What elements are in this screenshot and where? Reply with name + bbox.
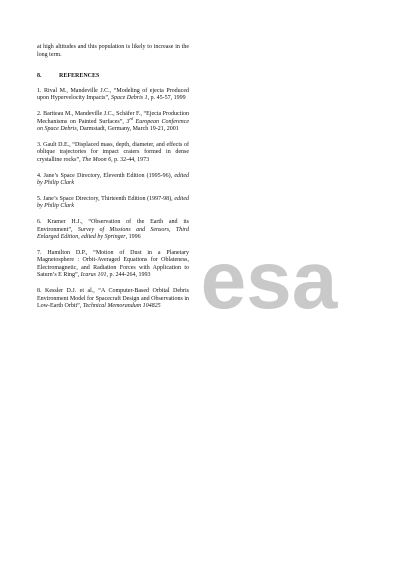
reference-item [37, 142, 189, 165]
reference-source: Space Debris 1 [110, 95, 148, 102]
reference-source: Survey of Missions and Sensors, Third Enlarged Edition, edited by Springer [37, 226, 189, 241]
reference-item [37, 111, 189, 134]
section-title: REFERENCES [59, 73, 100, 80]
reference-text: 7. Hamilton D.P., “Motion of Dust in a Planetary Magnetosphere : Orbit-Averaged Equations for Oblateness, Electromagnetic, and Radiation Forces with Application to Saturn’s E Ring”, [37, 249, 189, 279]
esa-logo-watermark [174, 238, 364, 328]
reference-source: Icarus 101 [80, 272, 107, 279]
reference-details: , p. 45-57, 1999 [147, 95, 186, 102]
reference-text: 3. Gault D.E., “Displaced mass, depth, diameter, and effects of oblique trajectories for impact craters formed in dense crystalline rocks”, [37, 141, 189, 163]
esa-logo-text: esa [200, 238, 338, 326]
reference-text: 1. Rival M., Mandeville J.C., “Modeling of ejecta Produced upon Hypervelocity Impacts”, [37, 87, 189, 102]
reference-details: , Darmstadt, Germany, March 19-21, 2001 [76, 126, 179, 133]
reference-superscript: rd [129, 115, 133, 121]
reference-text: 2. Bariteau M., Mandeville J.C., Schäfer F., “Ejecta Production Mechanisms on Painted Surfaces”, [37, 110, 189, 125]
intro-paragraph: at high altitudes and this population is likely to increase in the long term. [37, 44, 189, 58]
reference-item [37, 88, 189, 103]
section-heading [37, 73, 189, 81]
reference-item [37, 173, 189, 188]
reference-source: 3 [126, 118, 130, 125]
reference-source: The Moon 6 [82, 156, 112, 163]
reference-text: 4. Jane’s Space Directory, Eleventh Edition (1995-96), [37, 172, 175, 179]
reference-source: edited by Philip Clark [37, 172, 189, 187]
reference-details: , 1996 [125, 234, 141, 241]
reference-source: edited by Philip Clark [37, 195, 189, 210]
reference-text: 5. Jane’s Space Directory, Thirteenth Edition (1997-98), [37, 195, 175, 202]
reference-source: Technical Memorandum 104825 [82, 303, 161, 310]
reference-text: 8. Kessler D.J. et al., “A Computer-Based Orbital Debris Environment Model for Spacecraft Design and Observations in Low-Earth Orbit”, [37, 288, 189, 310]
reference-item [37, 250, 189, 280]
reference-details: , p. 32-44, 1973 [111, 156, 150, 163]
reference-source: European Conference on Space Debris [37, 118, 189, 133]
reference-text: 6. Kramer H.J., “Observation of the Earth and its Environment”, [37, 218, 189, 233]
reference-details: , p. 244-264, 1993 [106, 272, 151, 279]
reference-item [37, 288, 189, 311]
reference-item [37, 219, 189, 242]
reference-item [37, 196, 189, 211]
section-number: 8. [37, 73, 42, 80]
text-column [37, 44, 189, 319]
